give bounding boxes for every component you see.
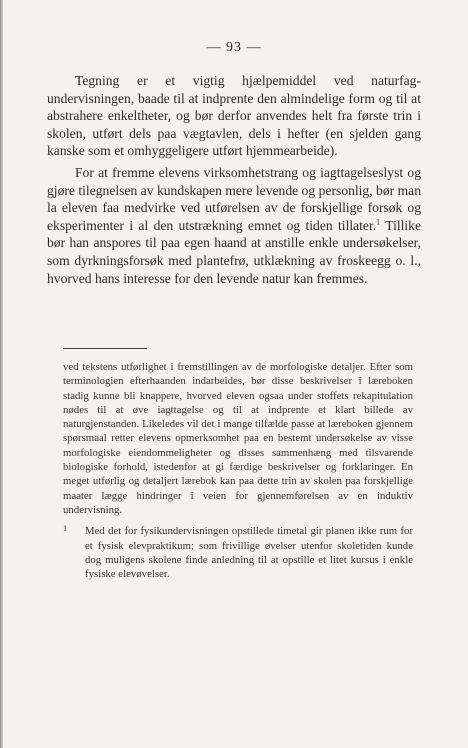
page-number: — 93 — — [206, 40, 262, 55]
footnote-continuation: ved tekstens utførlighet i fremstillingen av de morfologiske detaljer. Efter som terminologien efterhaanden indarbeides, bør disse beskrivelser i læreboken stadig kunne bli knappere, hvorved eleven ogsaa under stoffets rekapitulation nødes til at øve iagttagelse og til at indprente et klart billede av naturgjenstanden. Likeledes vil det i mange tilfælde passe at læreboken gjennem spørsmaal retter elevens opmerksomhet paa en bestemt undersøkelse av visse morfologiske eiendommeligheter og disses sammenhæng med tilsvarende biologiske forhold, istedenfor at gi færdige beskrivelser og forklaringer. En meget utførlig og detaljert lærebok kan paa dette trin av skolen paa forskjellige maater lægge hindringer i veien for gjennemførelsen av en induktiv undervisning. — [63, 361, 413, 516]
footnote-1-text: Med det for fysikundervisningen opstillede timetal gir planen ikke rum for et fysisk elevpraktikum; som frivillige øvelser utenfor skoletiden kunde dog muligens skolene finde anledning til at opstille et litet kursus i enkle fysiske elevøvelser. — [85, 525, 413, 581]
footnote-marker: 1 — [376, 217, 381, 227]
footnote-1-number: 1 — [63, 524, 67, 534]
footnote-divider — [63, 348, 147, 349]
paragraph-experiments-main: For at fremme elevens virksomhetstrang og iagttagelseslyst og gjøre tilegnelsen av kundskapen mere levende og personlig, bør man la eleven faa medvirke ved utførelsen av de forskjellige forsøk og eksperimenter i al den utstrækning emnet og tiden tillater. — [47, 164, 421, 233]
page-edge — [0, 0, 3, 748]
paragraph-experiments — [47, 164, 421, 287]
footnote-1 — [63, 524, 413, 581]
main-text — [47, 72, 421, 291]
paragraph-experiments-rest: Tillike bør han anspores til paa egen haand at anstille enkle undersøkelser, som dyrkningsforsøk med plantefrø, utklækning av froskeegg o. l., hvorved hans interesse for den levende natur kan fremmes. — [47, 217, 422, 286]
paragraph-drawing: Tegning er et vigtig hjælpemiddel ved naturfag-undervisningen, baade til at indprente den almindelige form og til at abstrahere enkeltheter, og bør derfor anvendes helt fra første trin i skolen, utført dels paa vægtavlen, dels i hefter (en sjelden gang kanske som et omhyggeligere utført hjemmearbeide). — [47, 73, 421, 159]
footnotes — [63, 360, 413, 588]
